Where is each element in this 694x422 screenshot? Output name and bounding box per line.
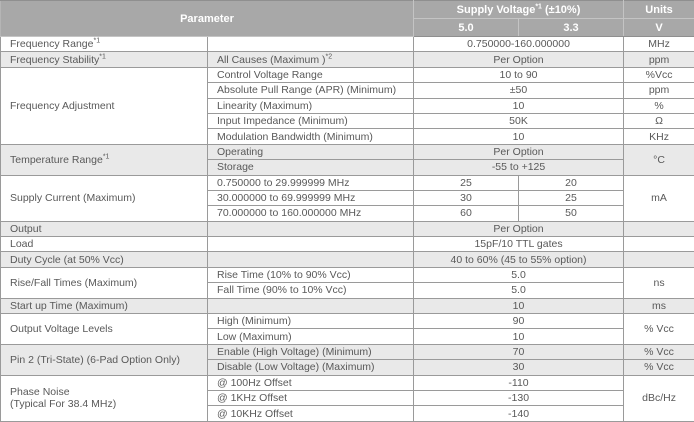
subparam-cell: High (Minimum) bbox=[208, 314, 414, 329]
value-cell: 15pF/10 TTL gates bbox=[414, 237, 624, 252]
supply-voltage-footnote: *1 bbox=[535, 2, 542, 10]
subparam-cell: Modulation Bandwidth (Minimum) bbox=[208, 129, 414, 144]
param-cell-temperature-range: Temperature Range$^{*1}$ bbox=[1, 144, 208, 175]
row-rise-time bbox=[1, 267, 694, 282]
value-cell: -130 bbox=[414, 390, 624, 405]
unit-cell bbox=[624, 237, 694, 252]
unit-cell: % Vcc bbox=[624, 314, 694, 345]
value-cell: Per Option bbox=[414, 144, 624, 159]
subparam-cell bbox=[208, 252, 414, 267]
supply-voltage-tolerance: (±10%) bbox=[541, 3, 581, 16]
value-cell: 30 bbox=[414, 360, 624, 375]
unit-cell bbox=[624, 221, 694, 236]
unit-cell: % Vcc bbox=[624, 344, 694, 359]
param-cell: Duty Cycle (at 50% Vcc) bbox=[1, 252, 208, 267]
param-cell-supply-current: Supply Current (Maximum) bbox=[1, 175, 208, 221]
row-control-voltage-range bbox=[1, 67, 694, 82]
value-cell: 40 to 60% (45 to 55% option) bbox=[414, 252, 624, 267]
header-row-1 bbox=[1, 1, 694, 19]
unit-cell: ns bbox=[624, 267, 694, 298]
value-cell: 10 bbox=[414, 329, 624, 344]
value-cell-3v3: 20 bbox=[519, 175, 624, 190]
row-output bbox=[1, 221, 694, 236]
value-cell: -55 to +125 bbox=[414, 160, 624, 175]
subparam-cell: 30.000000 to 69.999999 MHz bbox=[208, 190, 414, 205]
value-cell: ±50 bbox=[414, 83, 624, 98]
unit-cell bbox=[624, 252, 694, 267]
subparam-cell bbox=[208, 298, 414, 313]
subparam-cell: All Causes (Maximum )$^{*2}$ bbox=[208, 52, 414, 67]
subparam-cell: 0.750000 to 29.999999 MHz bbox=[208, 175, 414, 190]
value-cell: -110 bbox=[414, 375, 624, 390]
row-startup-time bbox=[1, 298, 694, 313]
subparam-cell: Control Voltage Range bbox=[208, 67, 414, 82]
value-cell: 90 bbox=[414, 314, 624, 329]
row-load bbox=[1, 237, 694, 252]
unit-cell: % bbox=[624, 98, 694, 113]
param-cell-rise-fall-times: Rise/Fall Times (Maximum) bbox=[1, 267, 208, 298]
unit-cell: dBc/Hz bbox=[624, 375, 694, 421]
value-cell: -140 bbox=[414, 406, 624, 422]
subparam-cell: @ 1KHz Offset bbox=[208, 390, 414, 405]
subparam-cell: Enable (High Voltage) (Minimum) bbox=[208, 344, 414, 359]
unit-cell: ms bbox=[624, 298, 694, 313]
param-cell: Load bbox=[1, 237, 208, 252]
param-cell-pin2-tristate: Pin 2 (Tri-State) (6-Pad Option Only) bbox=[1, 344, 208, 375]
value-cell: 50K bbox=[414, 113, 624, 128]
value-cell-3v3: 50 bbox=[519, 206, 624, 221]
header-parameter bbox=[1, 1, 414, 37]
row-phase-noise-100hz bbox=[1, 375, 694, 390]
row-temperature-operating bbox=[1, 144, 694, 159]
row-frequency-range bbox=[1, 37, 694, 52]
subparam-cell: 70.000000 to 160.000000 MHz bbox=[208, 206, 414, 221]
row-output-high bbox=[1, 314, 694, 329]
unit-cell: % Vcc bbox=[624, 360, 694, 375]
row-supply-current-low bbox=[1, 175, 694, 190]
value-cell-5v: 25 bbox=[414, 175, 519, 190]
subparam-cell: Absolute Pull Range (APR) (Minimum) bbox=[208, 83, 414, 98]
header-supply-voltage bbox=[414, 1, 624, 19]
subparam-cell bbox=[208, 221, 414, 236]
unit-cell: %Vcc bbox=[624, 67, 694, 82]
supply-voltage-label: Supply Voltage bbox=[456, 3, 536, 16]
param-cell: Frequency Range$^{*1}$ bbox=[1, 37, 208, 52]
value-cell: Per Option bbox=[414, 221, 624, 236]
unit-cell: mA bbox=[624, 175, 694, 221]
subparam-cell bbox=[208, 237, 414, 252]
value-cell: 5.0 bbox=[414, 283, 624, 298]
subparam-cell: Low (Maximum) bbox=[208, 329, 414, 344]
subparam-cell: @ 100Hz Offset bbox=[208, 375, 414, 390]
value-cell-5v: 30 bbox=[414, 190, 519, 205]
header-units: Units bbox=[624, 1, 694, 19]
row-duty-cycle bbox=[1, 252, 694, 267]
param-cell-output-voltage-levels: Output Voltage Levels bbox=[1, 314, 208, 345]
unit-cell: Ω bbox=[624, 113, 694, 128]
param-cell-phase-noise: Phase Noise (Typical For 38.4 MHz) bbox=[1, 375, 208, 421]
unit-cell: MHz bbox=[624, 37, 694, 52]
header-parameter-label: Parameter bbox=[180, 12, 234, 25]
param-cell-frequency-adjustment: Frequency Adjustment bbox=[1, 67, 208, 144]
subparam-cell: Linearity (Maximum) bbox=[208, 98, 414, 113]
subparam-cell: Operating bbox=[208, 144, 414, 159]
table-header bbox=[1, 1, 694, 37]
value-cell: 70 bbox=[414, 344, 624, 359]
subparam-cell: Storage bbox=[208, 160, 414, 175]
value-cell: 10 bbox=[414, 98, 624, 113]
unit-cell: ppm bbox=[624, 52, 694, 67]
unit-cell: °C bbox=[624, 144, 694, 175]
row-frequency-stability bbox=[1, 52, 694, 67]
subparam-cell: Input Impedance (Minimum) bbox=[208, 113, 414, 128]
unit-cell: KHz bbox=[624, 129, 694, 144]
header-units-v: V bbox=[624, 19, 694, 37]
param-cell: Start up Time (Maximum) bbox=[1, 298, 208, 313]
value-cell: 10 bbox=[414, 298, 624, 313]
unit-cell: ppm bbox=[624, 83, 694, 98]
subparam-cell bbox=[208, 37, 414, 52]
header-voltage-3v3: 3.3 bbox=[519, 19, 624, 37]
param-cell: Frequency Stability$^{*1}$ bbox=[1, 52, 208, 67]
value-cell: Per Option bbox=[414, 52, 624, 67]
param-cell: Output bbox=[1, 221, 208, 236]
value-cell: 5.0 bbox=[414, 267, 624, 282]
value-cell-5v: 60 bbox=[414, 206, 519, 221]
value-cell-3v3: 25 bbox=[519, 190, 624, 205]
row-tristate-enable bbox=[1, 344, 694, 359]
subparam-cell: @ 10KHz Offset bbox=[208, 406, 414, 422]
value-cell: 10 to 90 bbox=[414, 67, 624, 82]
subparam-cell: Fall Time (90% to 10% Vcc) bbox=[208, 283, 414, 298]
value-cell: 10 bbox=[414, 129, 624, 144]
value-cell: 0.750000-160.000000 bbox=[414, 37, 624, 52]
subparam-cell: Rise Time (10% to 90% Vcc) bbox=[208, 267, 414, 282]
header-voltage-5v: 5.0 bbox=[414, 19, 519, 37]
subparam-cell: Disable (Low Voltage) (Maximum) bbox=[208, 360, 414, 375]
